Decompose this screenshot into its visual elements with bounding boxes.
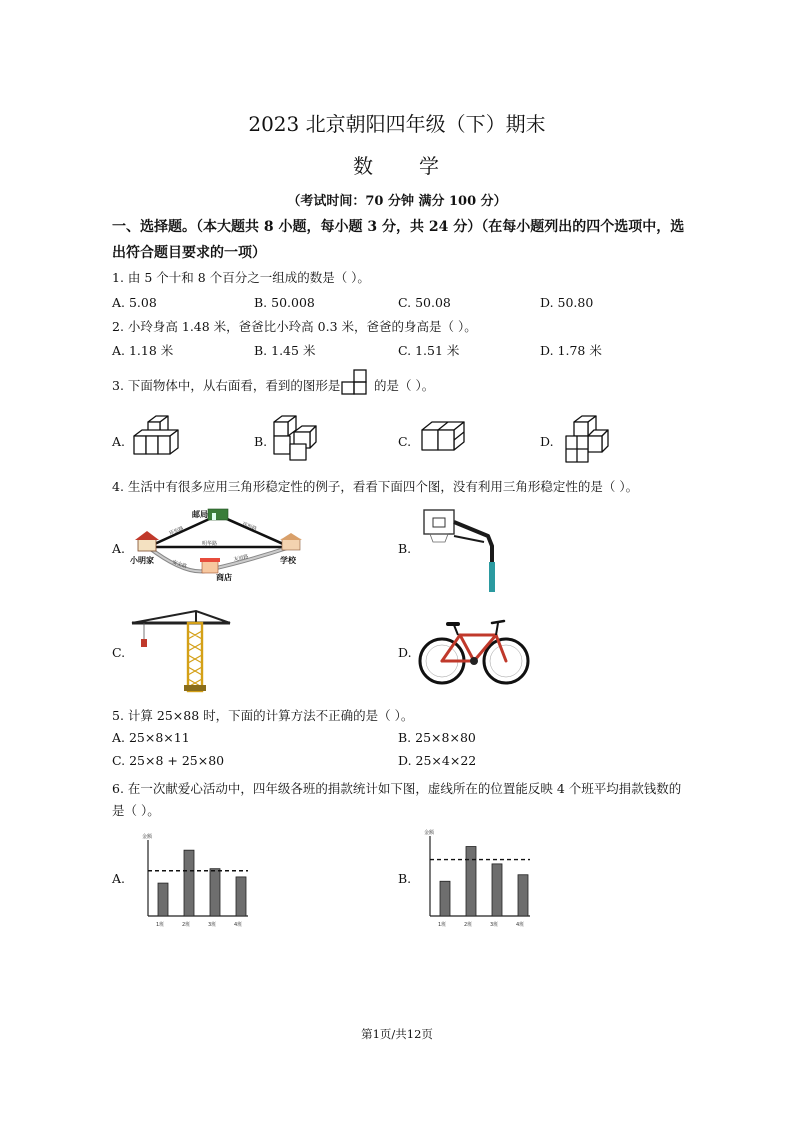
- chart-bar-1: [158, 883, 168, 916]
- q4-map-figure: [130, 505, 310, 585]
- shop-icon: [200, 558, 220, 573]
- chart-bar-2: [184, 850, 194, 916]
- q3-cube-figure-c: [418, 420, 474, 460]
- q3-cube-figure-a: [130, 418, 190, 464]
- chart-y-axis-label: 金额: [142, 834, 153, 840]
- chart-tick-label-4: 4班: [516, 922, 525, 928]
- q1-option-d: D. 50.80: [540, 295, 594, 310]
- q6-bar-chart-b: [416, 828, 534, 932]
- map-label-home: 小明家: [130, 556, 154, 565]
- q4-option-a: A.: [112, 541, 126, 556]
- exam-info: （考试时间：70 分钟 满分 100 分）: [287, 194, 507, 209]
- chart-bar-3: [492, 864, 502, 916]
- q3-stem-part2: 的是（ ）。: [374, 378, 435, 393]
- map-label-road-5: 友谊路: [233, 553, 250, 563]
- chart-tick-label-2: 2班: [182, 922, 191, 928]
- q6-option-b: B.: [398, 871, 412, 886]
- q5-stem: 5. 计算 25×88 时，下面的计算方法不正确的是（ ）。: [112, 708, 414, 723]
- q5-option-d: D. 25×4×22: [398, 753, 477, 768]
- q3-option-d: D.: [540, 434, 554, 449]
- q2-option-c: C. 1.51 米: [398, 343, 460, 358]
- subject-char-1: 数: [353, 154, 375, 178]
- chart-bar-4: [518, 875, 528, 916]
- section-heading: 一、选择题。（本大题共 8 小题，每小题 3 分，共 24 分）（在每小题列出的四个选项中，选出符合题目要求的一项）: [112, 219, 685, 261]
- chart-bar-2: [466, 847, 476, 916]
- q3-cube-figure-b: [266, 418, 326, 464]
- chart-tick-label-4: 4班: [234, 922, 243, 928]
- q4-option-d: D.: [398, 645, 412, 660]
- map-label-road-2: 环形路: [241, 521, 258, 533]
- basketball-hoop-figure: [420, 502, 500, 594]
- chart-tick-label-2: 2班: [464, 922, 473, 928]
- q1-stem: 1. 由 5 个十和 8 个百分之一组成的数是（ ）。: [112, 270, 370, 285]
- house-icon: [135, 531, 159, 551]
- q6-bar-chart-a: [134, 832, 252, 932]
- map-label-road-1: 环形路: [168, 525, 185, 537]
- q3-cube-figure-d: [562, 414, 618, 464]
- map-label-post-office: 邮局: [192, 510, 208, 519]
- map-label-road-4: 安全路: [171, 559, 188, 571]
- q3-option-a: A.: [112, 434, 126, 449]
- chart-tick-label-3: 3班: [490, 922, 499, 928]
- document-title: 2023 北京朝阳四年级（下）期末: [248, 112, 546, 136]
- subject-char-2: 学: [419, 154, 441, 178]
- page-footer: 第1页/共12页: [361, 1027, 433, 1041]
- q1-option-b: B. 50.008: [254, 295, 315, 310]
- bicycle-figure: [418, 615, 530, 687]
- chart-tick-label-1: 1班: [438, 922, 447, 928]
- map-label-school: 学校: [280, 556, 296, 565]
- q2-option-d: D. 1.78 米: [540, 343, 602, 358]
- q6-stem: 6. 在一次献爱心活动中，四年级各班的捐款统计如下图，虚线所在的位置能反映 4 个班平均捐款钱数的是（ ）。: [112, 781, 682, 818]
- q5-option-b: B. 25×8×80: [398, 730, 476, 745]
- subject-title: [0, 150, 794, 179]
- q1-option-a: A. 5.08: [112, 295, 157, 310]
- q6-option-a: A.: [112, 871, 126, 886]
- tower-crane-figure: [130, 603, 234, 693]
- q5-option-a: A. 25×8×11: [112, 730, 190, 745]
- q3-target-view-figure: [341, 369, 369, 397]
- map-label-shop: 商店: [216, 573, 232, 582]
- chart-bar-4: [236, 877, 246, 916]
- map-label-road-3: 明华路: [202, 541, 218, 547]
- q4-option-b: B.: [398, 541, 412, 556]
- q3-stem-part1: 3. 下面物体中，从右面看，看到的图形是: [112, 378, 341, 393]
- chart-tick-label-3: 3班: [208, 922, 217, 928]
- q2-option-a: A. 1.18 米: [112, 343, 174, 358]
- chart-tick-label-1: 1班: [156, 922, 165, 928]
- q1-option-c: C. 50.08: [398, 295, 451, 310]
- q2-option-b: B. 1.45 米: [254, 343, 316, 358]
- chart-bar-1: [440, 881, 450, 916]
- q3-option-c: C.: [398, 434, 412, 449]
- q4-stem: 4. 生活中有很多应用三角形稳定性的例子，看看下面四个图，没有利用三角形稳定性的是（ ）。: [112, 479, 639, 494]
- post-office-icon: [208, 509, 228, 520]
- q4-option-c: C.: [112, 645, 126, 660]
- q5-option-c: C. 25×8 + 25×80: [112, 753, 225, 768]
- q3-option-b: B.: [254, 434, 268, 449]
- school-icon: [280, 533, 302, 550]
- q2-stem: 2. 小玲身高 1.48 米，爸爸比小玲高 0.3 米，爸爸的身高是（ ）。: [112, 319, 477, 334]
- chart-bar-3: [210, 869, 220, 916]
- chart-y-axis-label: 金额: [424, 830, 435, 836]
